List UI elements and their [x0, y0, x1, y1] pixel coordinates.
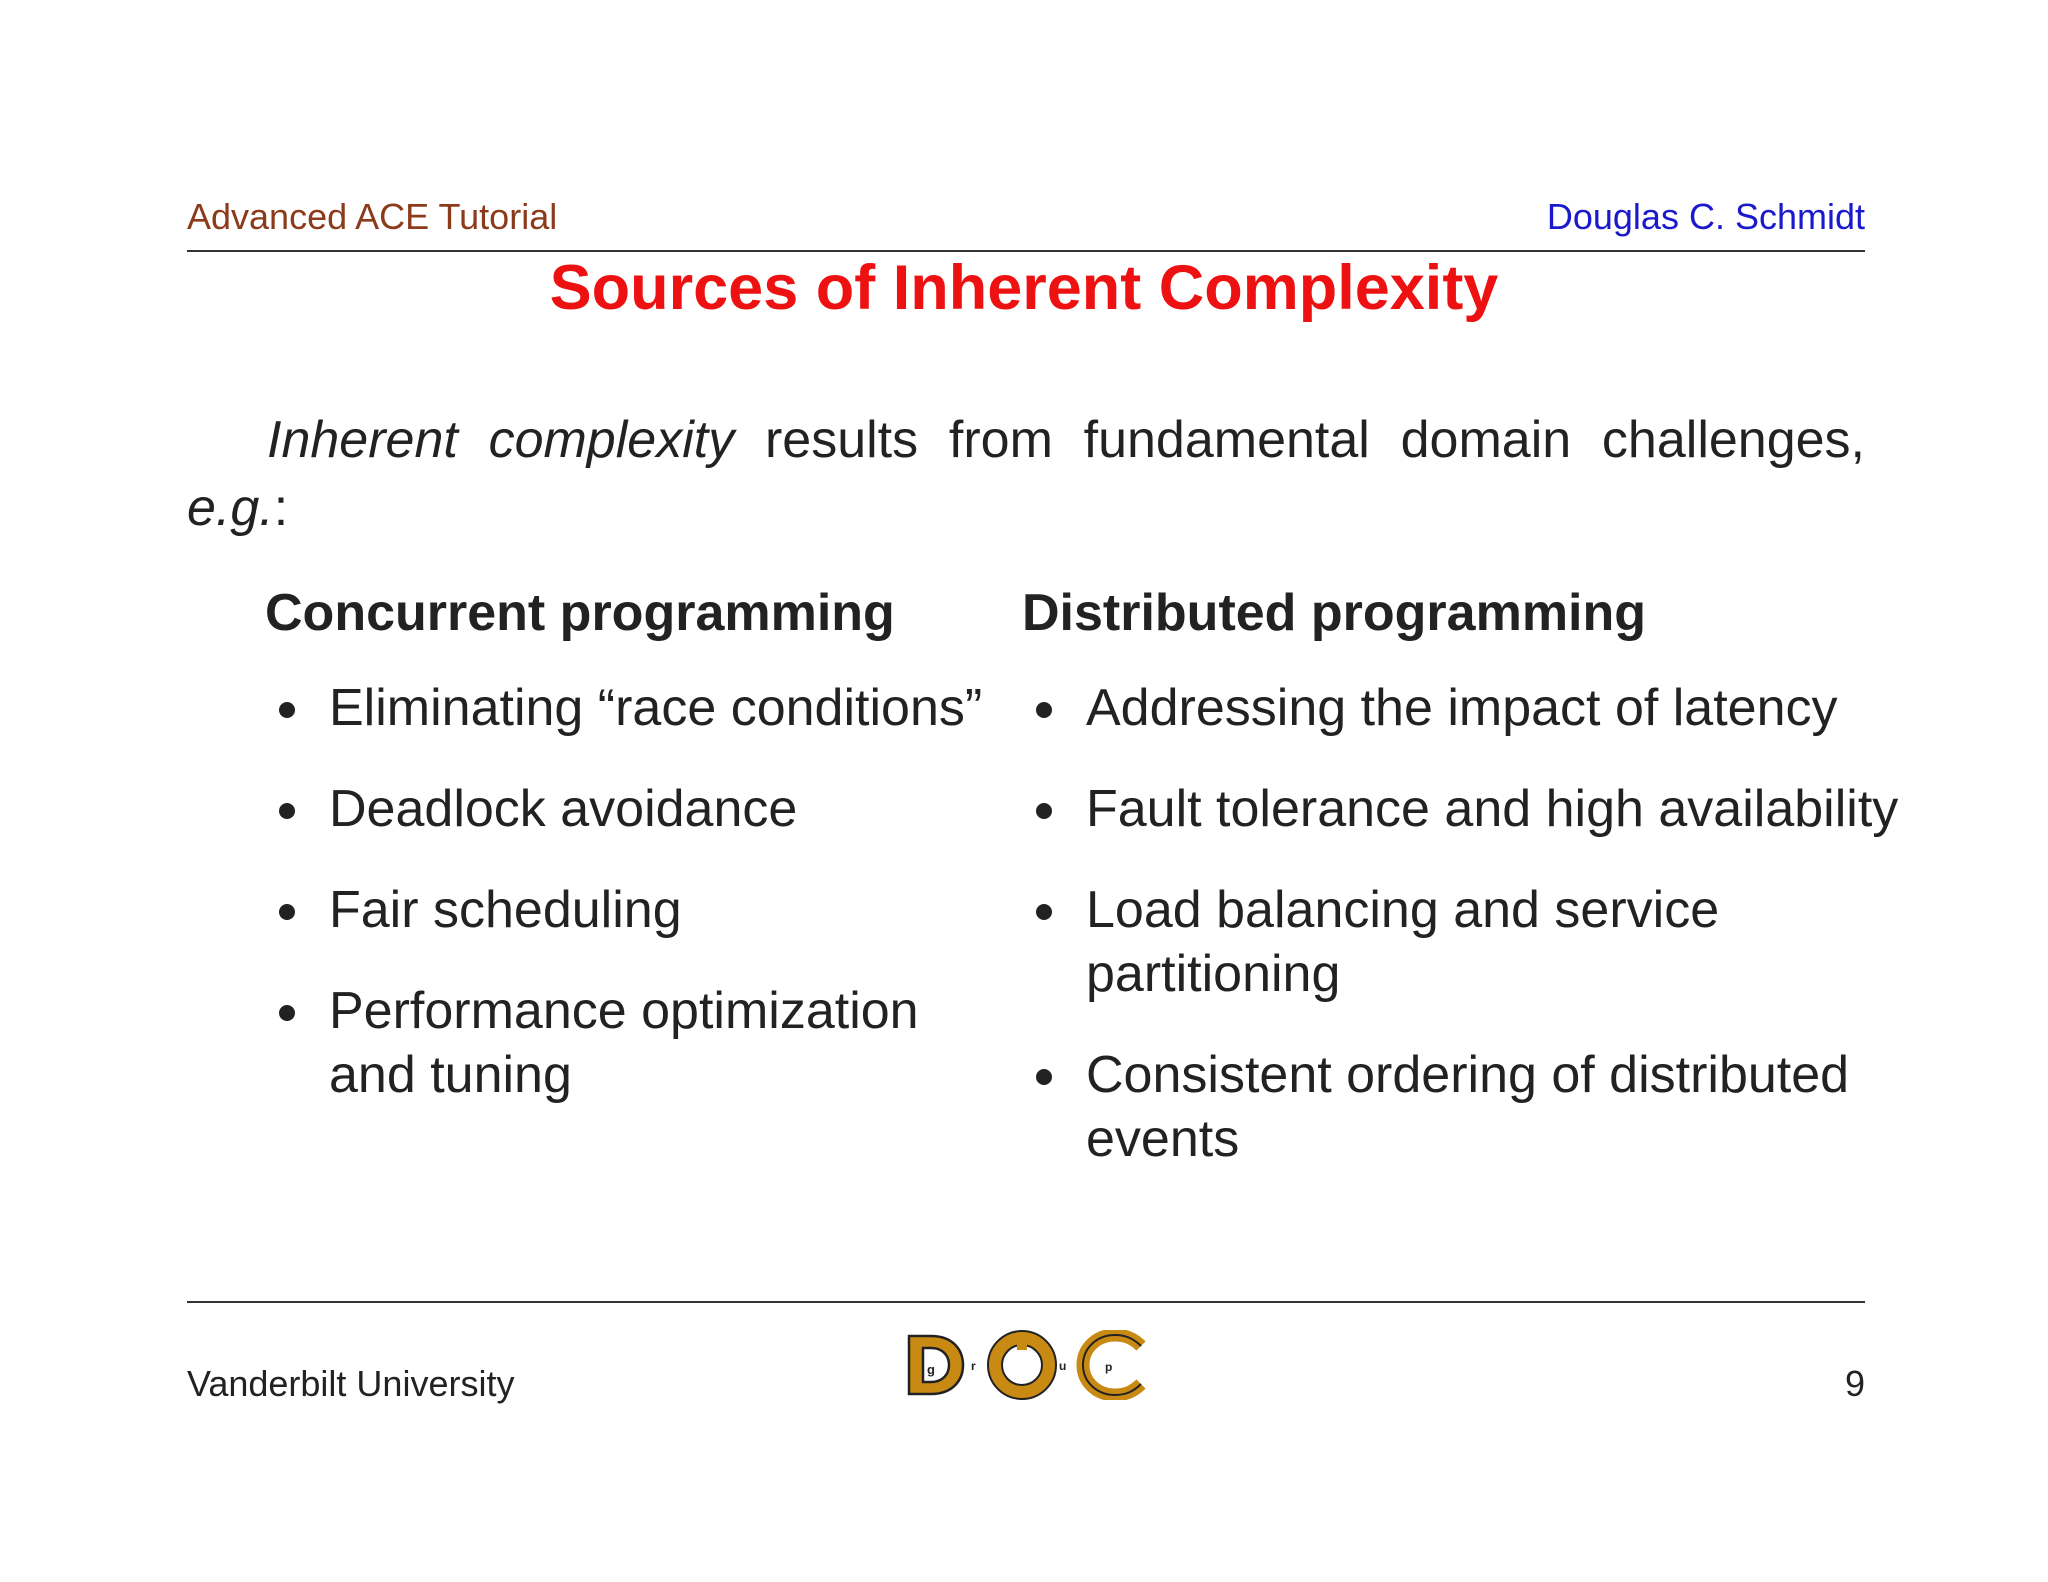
list-item [1022, 676, 1952, 740]
bullet-icon [1036, 1069, 1052, 1085]
slide-title: Sources of Inherent Complexity [549, 253, 1499, 323]
concurrent-column [265, 580, 1005, 1144]
logo-letter-u: u [1059, 1359, 1067, 1373]
footer-institution: Vanderbilt University [187, 1363, 515, 1404]
intro-eg: e.g. [187, 479, 274, 537]
bullet-icon [279, 803, 295, 819]
logo-letter-r: r [971, 1359, 976, 1373]
list-item [265, 676, 1005, 740]
concurrent-list [265, 676, 1005, 1107]
list-item-text: Consistent ordering of distributed events [1086, 1046, 1850, 1168]
list-item [265, 979, 1005, 1107]
bullet-icon [1036, 904, 1052, 920]
list-item-text: Fair scheduling [329, 881, 682, 939]
footer-divider [187, 1301, 1865, 1303]
logo-letter-p: p [1105, 1360, 1113, 1374]
intro-emphasis: Inherent complexity [267, 411, 735, 469]
list-item-text: Fault tolerance and high availability [1086, 780, 1899, 838]
list-item-text: Performance optimization and tuning [329, 982, 919, 1104]
list-item-text: Deadlock avoidance [329, 780, 798, 838]
bullet-icon [279, 1005, 295, 1021]
list-item-text: Load balancing and service partitioning [1086, 881, 1720, 1003]
list-item [1022, 777, 1952, 841]
distributed-heading: Distributed programming [1022, 584, 1647, 642]
concurrent-heading: Concurrent programming [265, 584, 895, 642]
page-number: 9 [1844, 1363, 1865, 1404]
bullet-icon [279, 904, 295, 920]
list-item [265, 777, 1005, 841]
intro-suffix: : [273, 479, 289, 537]
list-item [1022, 878, 1952, 1006]
distributed-column [1022, 580, 1952, 1208]
logo-letter-g: g [927, 1362, 935, 1377]
header-course-title: Advanced ACE Tutorial [187, 196, 558, 237]
intro-text: results from fundamental domain challenges, [734, 411, 1865, 469]
list-item [265, 878, 1005, 942]
bullet-icon [1036, 702, 1052, 718]
doc-group-logo-icon [905, 1330, 1150, 1400]
list-item-text: Addressing the impact of latency [1086, 679, 1838, 737]
list-item-text: Eliminating “race conditions” [329, 679, 983, 737]
intro-paragraph [187, 406, 1865, 542]
header-author: Douglas C. Schmidt [1546, 196, 1865, 237]
distributed-list [1022, 676, 1952, 1171]
bullet-icon [1036, 803, 1052, 819]
list-item [1022, 1043, 1952, 1171]
bullet-icon [279, 702, 295, 718]
